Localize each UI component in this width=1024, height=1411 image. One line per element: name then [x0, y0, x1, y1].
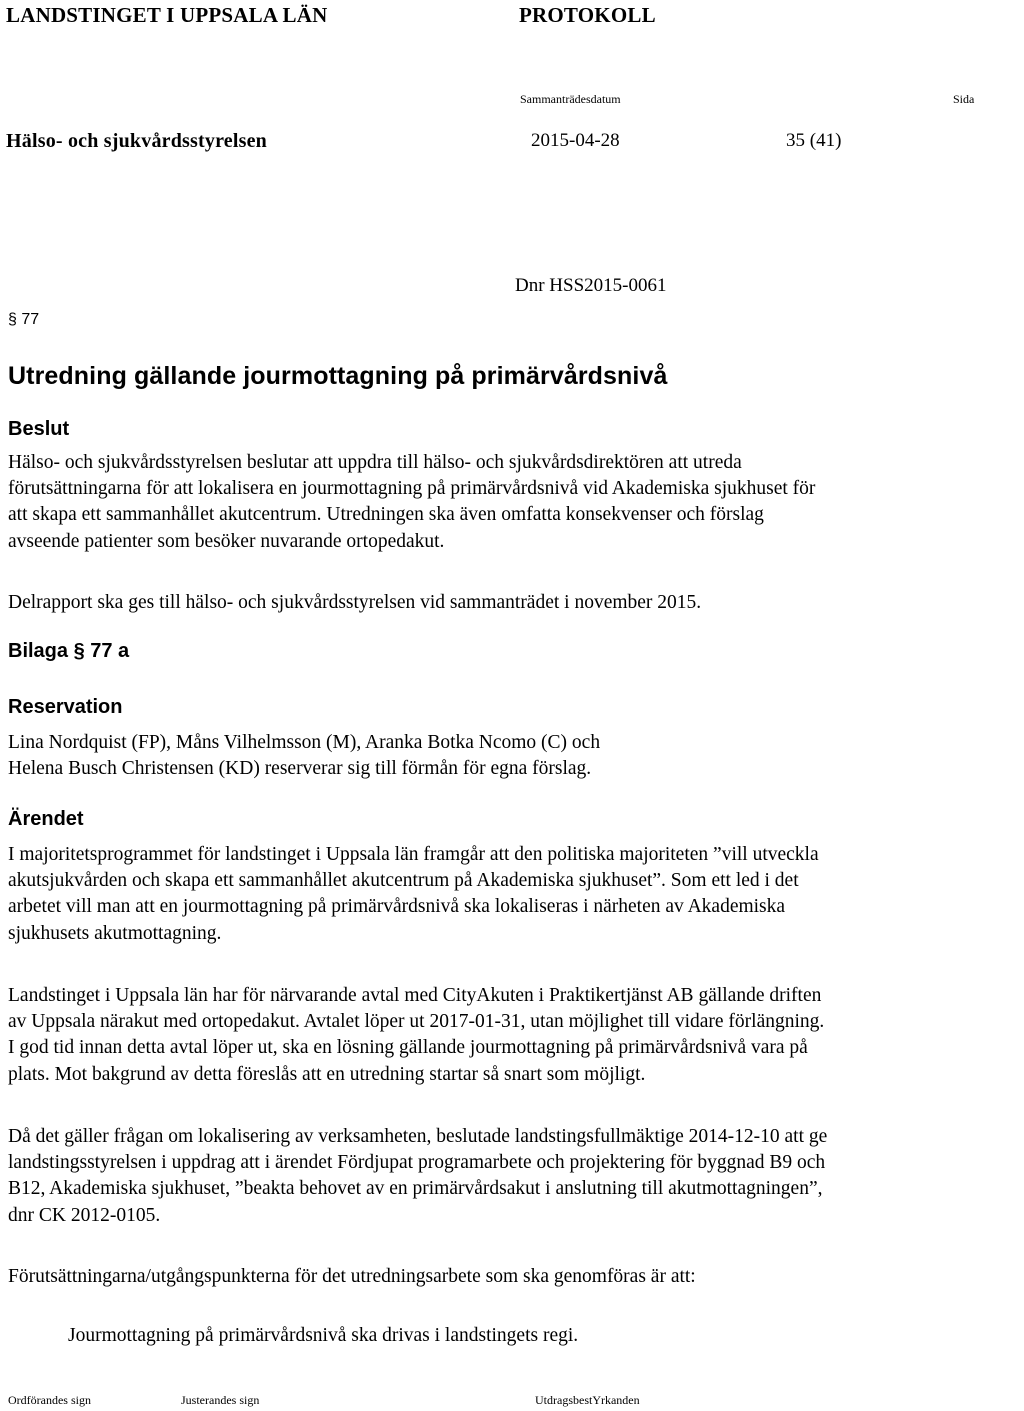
arendet-line: Då det gäller frågan om lokalisering av verksamheten, beslutade landstingsfullmäktige 2014-12-10 att ge [8, 1126, 828, 1147]
reservation-text [8, 730, 1020, 782]
arendet-heading: Ärendet [8, 808, 84, 830]
arendet-paragraph-2 [8, 983, 1020, 1088]
reservation-line: Helena Busch Christensen (KD) reserverar sig till förmån för egna förslag. [8, 758, 592, 780]
reservation-heading: Reservation [8, 696, 123, 718]
arendet-line: arbetet vill man att en jourmottagning på primärvårdsnivå ska lokaliseras i närheten av Akademiska [8, 896, 786, 918]
arendet-line: I god tid innan detta avtal löper ut, ska en lösning gällande jourmottagning på primärvårdsnivå vara på [8, 1037, 808, 1059]
arendet-line: sjukhusets akutmottagning. [8, 922, 222, 944]
arendet-line: dnr CK 2012-0105. [8, 1204, 161, 1226]
board-name: Hälso- och sjukvårdsstyrelsen [6, 130, 268, 152]
meeting-date: 2015-04-28 [531, 130, 620, 151]
organization-name: LANDSTINGET I UPPSALA LÄN [6, 3, 328, 27]
beslut-text [8, 450, 1020, 555]
arendet-line: av Uppsala närakut med ortopedakut. Avtalet löper ut 2017-01-31, utan möjlighet till vidare förlängning. [8, 1011, 825, 1033]
arendet-line: B12, Akademiska sjukhuset, ”beakta behovet av en primärvårdsakut i anslutning till akutmottagningen”, [8, 1178, 823, 1200]
arendet-line: akutsjukvården och skapa ett sammanhållet akutcentrum på Akademiska sjukhuset”. Som ett led i det [8, 870, 799, 892]
page-title: Utredning gällande jourmottagning på primärvårdsnivå [8, 362, 668, 390]
arendet-line: Landstinget i Uppsala län har för närvarande avtal med CityAkuten i Praktikertjänst AB gällande driften [8, 985, 822, 1006]
arendet-paragraph-4 [8, 1264, 1020, 1290]
beslut-line: avseende patienter som besöker nuvarande ortopedakut. [8, 530, 445, 552]
beslut-line: Hälso- och sjukvårdsstyrelsen beslutar att uppdra till hälso- och sjukvårdsdirektören att utreda [8, 452, 742, 473]
arendet-line: plats. Mot bakgrund av detta föreslås att en utredning startar så snart som möjligt. [8, 1063, 646, 1085]
reservation-line: Lina Nordquist (FP), Måns Vilhelmsson (M), Aranka Botka Ncomo (C) och [8, 732, 601, 753]
bilaga-heading: Bilaga § 77 a [8, 640, 130, 662]
delrapport-text [8, 590, 1020, 616]
page-label: Sida [953, 92, 975, 106]
arendet-line: landstingsstyrelsen i uppdrag att i ärendet Fördjupat programarbete och projektering för byggnad B9 och [8, 1152, 826, 1174]
dnr-reference: Dnr HSS2015-0061 [515, 275, 667, 296]
date-label: Sammanträdesdatum [520, 92, 621, 106]
beslut-line: förutsättningarna för att lokalisera en jourmottagning på primärvårdsnivå vid Akademiska sjukhuset för [8, 478, 816, 500]
arendet-paragraph-3 [8, 1124, 1020, 1229]
beslut-heading: Beslut [8, 418, 70, 440]
arendet-line: Förutsättningarna/utgångspunkterna för det utredningsarbete som ska genomföras är att: [8, 1266, 696, 1287]
page-number: 35 (41) [786, 130, 842, 151]
arendet-line: I majoritetsprogrammet för landstinget i Uppsala län framgår att den politiska majoriteten ”vill utveckla [8, 844, 819, 865]
arendet-paragraph-1 [8, 842, 1020, 947]
indented-item-line: Jourmottagning på primärvårdsnivå ska drivas i landstingets regi. [68, 1325, 579, 1346]
chair-signature-label: Ordförandes sign [8, 1393, 91, 1407]
adjuster-signature-label: Justerandes sign [181, 1393, 260, 1407]
paragraph-number: § 77 [8, 311, 40, 328]
document-type: PROTOKOLL [519, 3, 656, 27]
delrapport-line: Delrapport ska ges till hälso- och sjukvårdsstyrelsen vid sammanträdet i november 2015. [8, 592, 702, 613]
arendet-indented-item [68, 1323, 968, 1349]
extract-label: UtdragsbestYrkanden [535, 1393, 640, 1407]
beslut-line: att skapa ett sammanhållet akutcentrum. Utredningen ska även omfatta konsekvenser och förslag [8, 504, 764, 526]
